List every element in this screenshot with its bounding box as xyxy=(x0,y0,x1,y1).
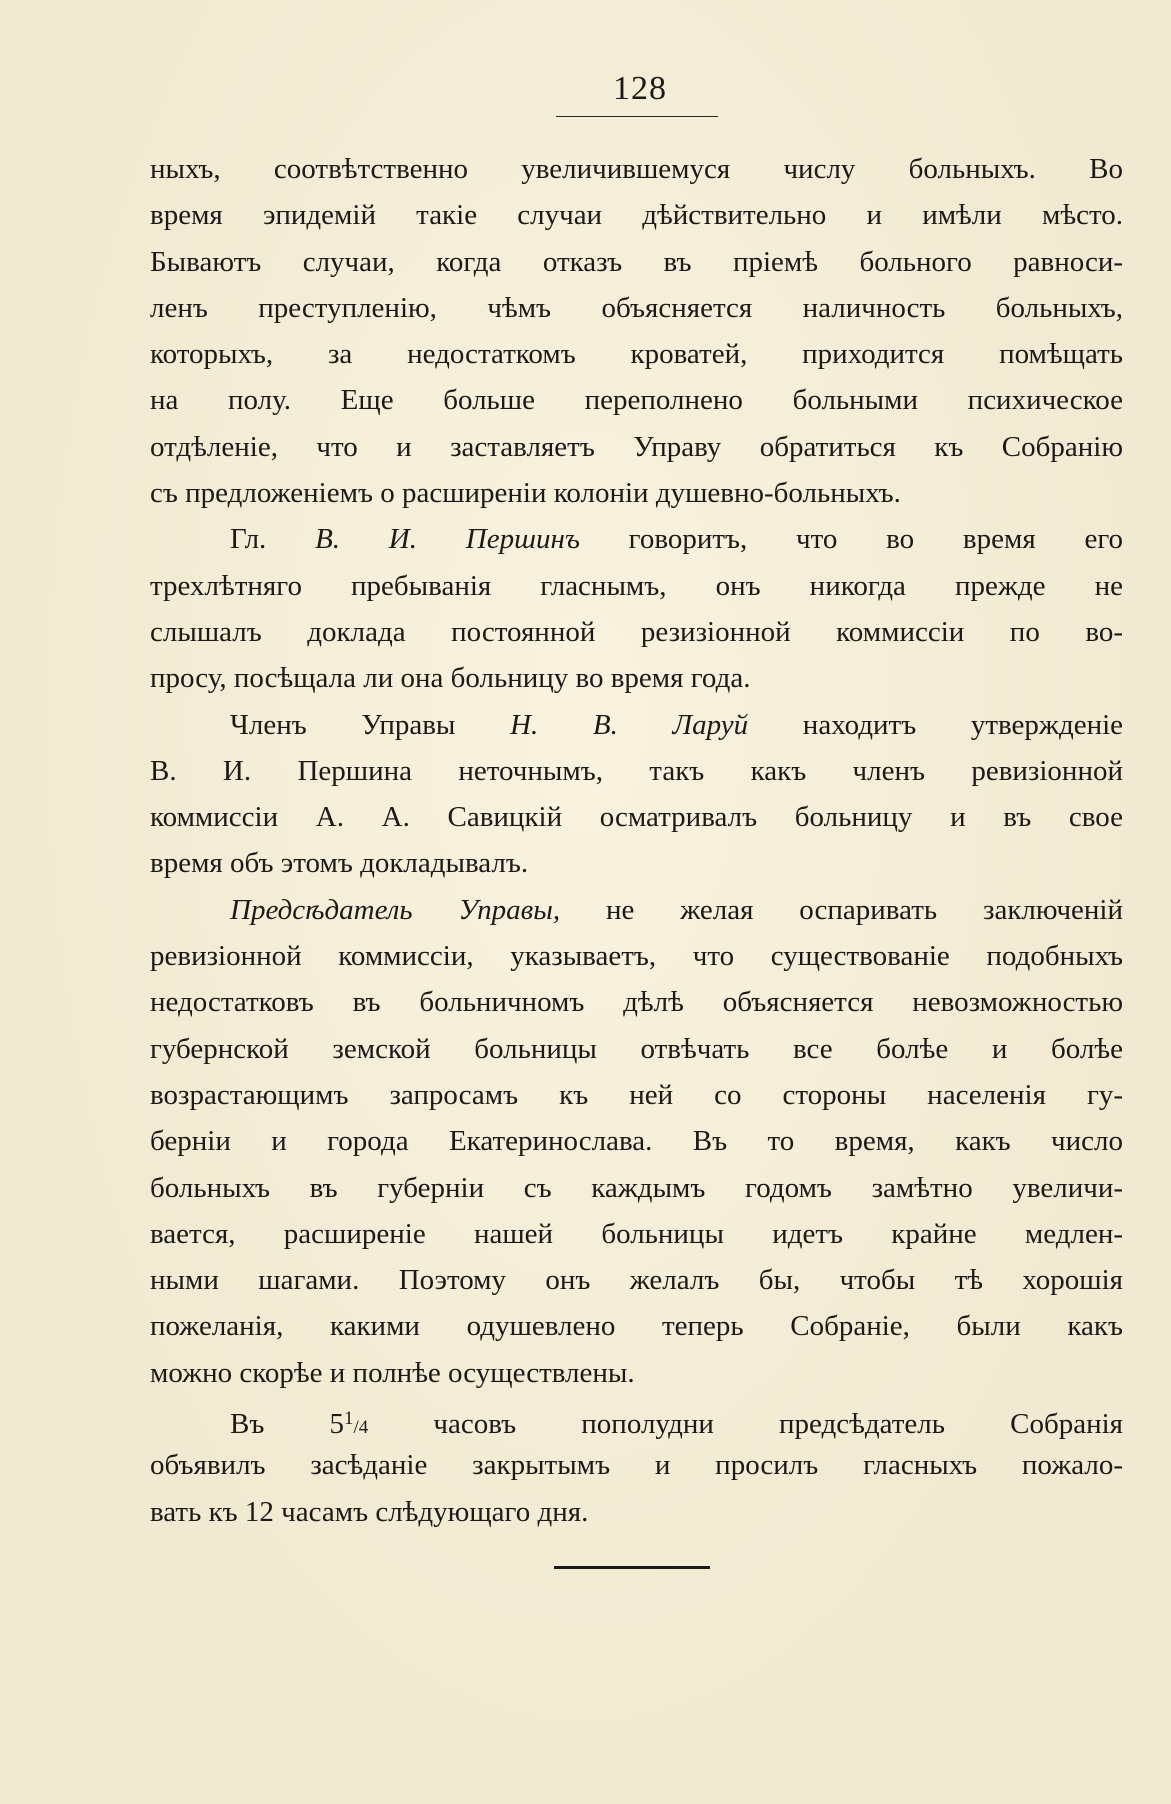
time-whole: 5 xyxy=(329,1408,344,1441)
body-text xyxy=(150,146,1123,1535)
text-line: вать къ 12 часамъ слѣдующаго дня. xyxy=(150,1495,589,1528)
text-line: можно скорѣе и полнѣе осуществлены. xyxy=(150,1356,635,1389)
fraction-numerator: 1 xyxy=(343,1408,354,1430)
text-line: больныхъ въ губерніи съ каждымъ годомъ замѣтно увеличи- xyxy=(150,1171,1123,1204)
text-line: В. И. Першина неточнымъ, такъ какъ членъ ревизіонной xyxy=(150,754,1123,787)
closing-rule xyxy=(554,1566,710,1569)
text-line: просу, посѣщала ли она больницу во время года. xyxy=(150,662,751,695)
text-line: отдѣленіе, что и заставляетъ Управу обратиться къ Собранію xyxy=(150,430,1123,463)
text-line: ныхъ, соотвѣтственно увеличившемуся числу больныхъ. Во xyxy=(150,153,1123,185)
text-line: на полу. Еще больше переполнено больными психическое xyxy=(150,384,1123,417)
text-line: вается, расширеніе нашей больницы идетъ крайне медлен- xyxy=(150,1217,1123,1250)
header-rule xyxy=(556,116,718,117)
paragraph-first-line xyxy=(150,1396,1123,1442)
speaker-name: Предсѣдатель Управы, xyxy=(230,893,561,926)
paragraph-first-line xyxy=(150,887,1123,933)
paragraph-first-line xyxy=(150,516,1123,562)
text-line: пожеланія, какими одушевлено теперь Собраніе, были какъ xyxy=(150,1310,1123,1343)
text-line: трехлѣтняго пребыванія гласнымъ, онъ никогда прежде не xyxy=(150,569,1123,602)
line-prefix: Въ xyxy=(230,1408,265,1441)
text-line: слышалъ доклада постоянной резизіонной коммиссіи по во- xyxy=(150,615,1123,648)
text-line: коммиссіи А. А. Савицкій осматривалъ больницу и въ свое xyxy=(150,801,1123,834)
text-line: ленъ преступленію, чѣмъ объясняется наличность больныхъ, xyxy=(150,291,1123,324)
speaker-name: В. И. Першинъ xyxy=(315,523,580,556)
speaker-prefix: Гл. xyxy=(230,523,267,556)
text-line: объявилъ засѣданіе закрытымъ и просилъ гласныхъ пожало- xyxy=(150,1449,1123,1482)
line-rest: не желая оспаривать заключеній xyxy=(605,893,1123,926)
text-line: губернской земской больницы отвѣчать все болѣе и болѣе xyxy=(150,1032,1123,1065)
text-line: Бываютъ случаи, когда отказъ въ пріемѣ больного равноси- xyxy=(150,245,1123,278)
page-number: 128 xyxy=(613,70,667,107)
time-fraction xyxy=(329,1408,368,1440)
line-rest: часовъ пополудни предсѣдатель Собранія xyxy=(433,1408,1124,1441)
text-line: ными шагами. Поэтому онъ желалъ бы, чтобы тѣ хорошія xyxy=(150,1264,1123,1297)
paragraph-first-line xyxy=(150,702,1123,748)
fraction-denominator: /4 xyxy=(353,1417,369,1439)
text-line: время эпидемій такіе случаи дѣйствительно и имѣли мѣсто. xyxy=(150,199,1123,232)
line-rest: говоритъ, что во время его xyxy=(628,523,1123,556)
text-line: возрастающимъ запросамъ къ ней со стороны населенія гу- xyxy=(150,1078,1123,1111)
text-line: съ предложеніемъ о расширеніи колоніи душевно-больныхъ. xyxy=(150,477,901,510)
text-line: недостатковъ въ больничномъ дѣлѣ объясняется невозможностью xyxy=(150,986,1123,1019)
speaker-name: Н. В. Ларуй xyxy=(510,708,749,741)
line-rest: находитъ утвержденіе xyxy=(802,708,1124,741)
text-line: берніи и города Екатеринослава. Въ то время, какъ число xyxy=(150,1125,1123,1158)
text-line: время объ этомъ докладывалъ. xyxy=(150,847,529,880)
text-line: ревизіонной коммиссіи, указываетъ, что существованіе подобныхъ xyxy=(150,940,1123,973)
speaker-prefix: Членъ Управы xyxy=(230,708,456,741)
text-line: которыхъ, за недостаткомъ кроватей, приходится помѣщать xyxy=(150,338,1123,371)
